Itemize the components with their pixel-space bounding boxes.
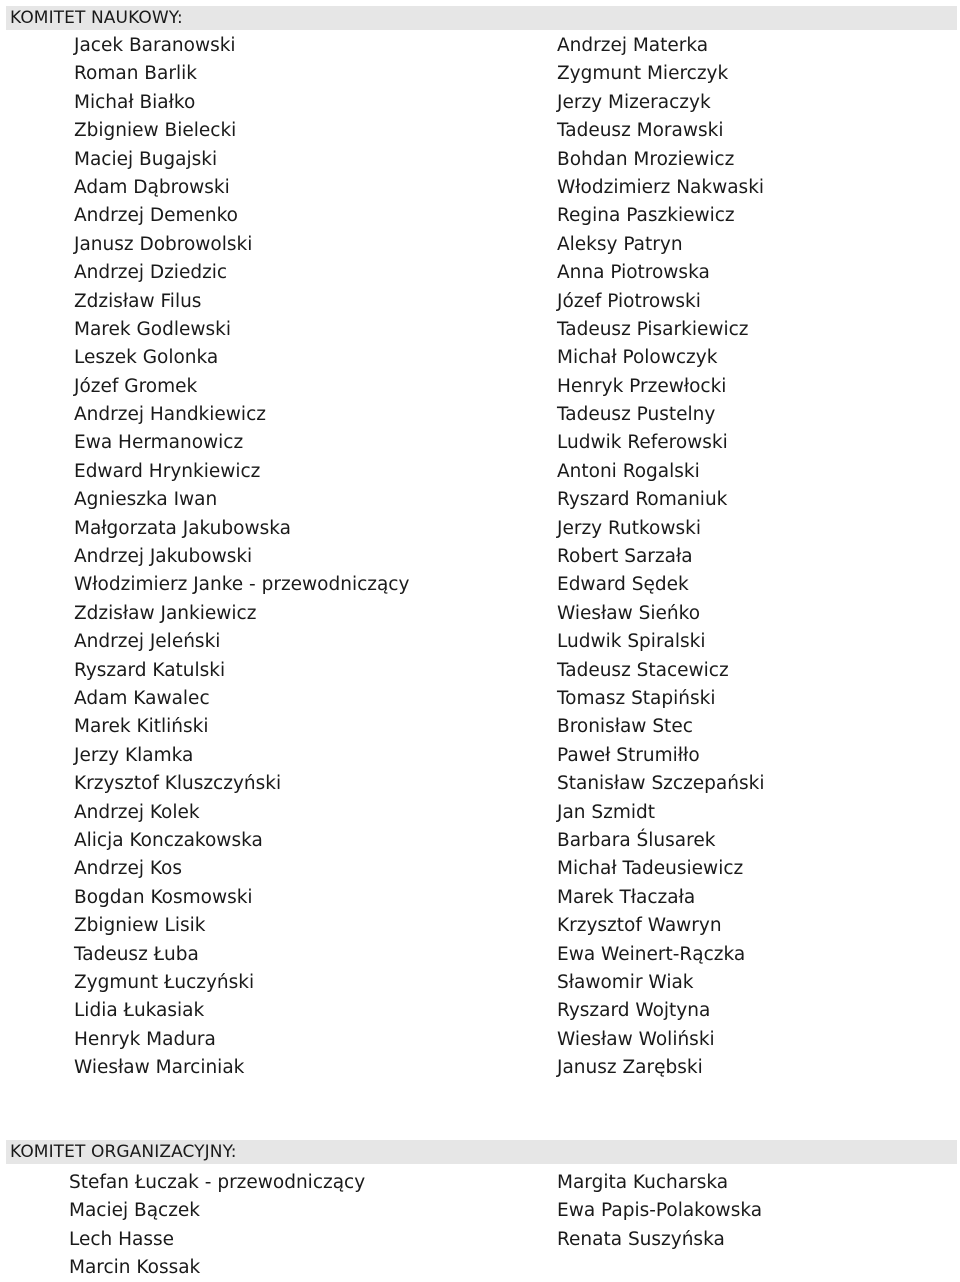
committee-member: Ludwik Referowski	[557, 432, 728, 454]
committee-member: Leszek Golonka	[74, 347, 219, 369]
committee-member: Włodzimierz Nakwaski	[557, 176, 765, 198]
scientific-committee-left-list	[74, 32, 409, 1082]
committee-member: Zbigniew Lisik	[74, 915, 206, 937]
committee-member: Józef Piotrowski	[557, 290, 701, 312]
committee-member: Józef Gromek	[74, 375, 198, 397]
committee-member: Bohdan Mroziewicz	[557, 148, 735, 170]
committee-member: Bronisław Stec	[557, 716, 693, 738]
committee-member: Tadeusz Stacewicz	[557, 659, 729, 681]
committee-member: Andrzej Demenko	[74, 205, 238, 227]
scientific-committee-heading: KOMITET NAUKOWY:	[6, 6, 957, 30]
committee-member: Jerzy Klamka	[74, 744, 194, 766]
committee-member: Henryk Przewłocki	[557, 375, 727, 397]
committee-member: Edward Hrynkiewicz	[74, 460, 261, 482]
committee-member: Anna Piotrowska	[557, 262, 710, 284]
committee-member: Regina Paszkiewicz	[557, 205, 735, 227]
committee-member: Bogdan Kosmowski	[74, 886, 253, 908]
committee-member: Stanisław Szczepański	[557, 773, 765, 795]
committee-member: Andrzej Kos	[74, 858, 183, 880]
committee-member: Marek Godlewski	[74, 318, 232, 340]
organizing-committee-right-list	[557, 1169, 762, 1254]
committee-member: Zbigniew Bielecki	[74, 120, 237, 142]
committee-member: Marcin Kossak	[69, 1256, 201, 1278]
committee-member: Roman Barlik	[74, 63, 197, 85]
committee-member: Stefan Łuczak - przewodniczący	[69, 1172, 366, 1193]
committee-member: Marek Kitliński	[74, 716, 209, 738]
committee-member: Margita Kucharska	[557, 1172, 729, 1193]
committee-member: Michał Polowczyk	[557, 347, 718, 369]
committee-member: Jan Szmidt	[557, 801, 656, 823]
committee-member: Tadeusz Pisarkiewicz	[557, 318, 749, 340]
organizing-committee-left-list	[69, 1169, 365, 1282]
committee-member: Adam Dąbrowski	[74, 176, 230, 198]
committee-member: Zygmunt Mierczyk	[557, 63, 729, 85]
committee-member: Krzysztof Kluszczyński	[74, 773, 282, 795]
committee-member: Henryk Madura	[74, 1028, 216, 1050]
committee-member: Renata Suszyńska	[557, 1228, 725, 1250]
committee-member: Zdzisław Filus	[74, 290, 202, 312]
committee-member: Janusz Zarębski	[557, 1057, 703, 1079]
committee-member: Antoni Rogalski	[557, 460, 700, 482]
committee-member: Robert Sarzała	[557, 546, 693, 568]
committee-member: Maciej Bugajski	[74, 148, 218, 170]
committee-member: Janusz Dobrowolski	[74, 233, 253, 255]
committee-member: Włodzimierz Janke - przewodniczący	[74, 574, 410, 596]
committee-member: Jerzy Rutkowski	[557, 517, 701, 539]
committee-member: Andrzej Handkiewicz	[74, 404, 266, 426]
committee-member: Lidia Łukasiak	[74, 1000, 205, 1022]
committee-member: Krzysztof Wawryn	[557, 915, 722, 937]
committee-member: Michał Białko	[74, 91, 196, 113]
committee-member: Andrzej Dziedzic	[74, 262, 228, 284]
committee-member: Ryszard Katulski	[74, 659, 226, 681]
committee-member: Ewa Weinert-Rączka	[557, 943, 746, 965]
committee-member: Ryszard Romaniuk	[557, 489, 728, 511]
committee-member: Tadeusz Morawski	[557, 120, 724, 142]
committee-member: Andrzej Jakubowski	[74, 546, 253, 568]
committee-member: Marek Tłaczała	[557, 886, 696, 908]
committee-member: Lech Hasse	[69, 1228, 175, 1250]
committee-member: Maciej Bączek	[69, 1200, 201, 1222]
committee-member: Andrzej Jeleński	[74, 631, 221, 653]
committee-member: Małgorzata Jakubowska	[74, 517, 291, 539]
committee-member: Wiesław Marciniak	[74, 1057, 245, 1079]
committee-member: Wiesław Sieńko	[557, 602, 701, 624]
committee-member: Ludwik Spiralski	[557, 631, 706, 653]
committee-member: Andrzej Materka	[557, 35, 709, 56]
committee-member: Tomasz Stapiński	[557, 687, 716, 709]
committee-member: Jacek Baranowski	[74, 35, 236, 56]
committee-member: Edward Sędek	[557, 574, 689, 596]
committee-member: Barbara Ślusarek	[557, 829, 716, 851]
committee-member: Zdzisław Jankiewicz	[74, 602, 257, 624]
committee-member: Adam Kawalec	[74, 687, 210, 709]
committee-member: Ewa Papis-Polakowska	[557, 1200, 763, 1222]
committee-member: Jerzy Mizeraczyk	[557, 91, 711, 113]
committee-member: Tadeusz Łuba	[74, 943, 199, 965]
committee-member: Sławomir Wiak	[557, 971, 694, 993]
committee-member: Tadeusz Pustelny	[557, 404, 716, 426]
committee-member: Paweł Strumiłło	[557, 744, 700, 766]
committee-member: Michał Tadeusiewicz	[557, 858, 744, 880]
scientific-committee-right-list	[557, 32, 764, 1082]
committee-member: Ewa Hermanowicz	[74, 432, 244, 454]
committee-member: Alicja Konczakowska	[74, 829, 263, 851]
committee-member: Ryszard Wojtyna	[557, 1000, 711, 1022]
organizing-committee-heading: KOMITET ORGANIZACYJNY:	[6, 1140, 957, 1164]
committee-member: Wiesław Woliński	[557, 1028, 715, 1050]
committee-member: Zygmunt Łuczyński	[74, 971, 255, 993]
committee-member: Andrzej Kolek	[74, 801, 200, 823]
committee-member: Aleksy Patryn	[557, 233, 683, 255]
committee-member: Agnieszka Iwan	[74, 489, 218, 511]
